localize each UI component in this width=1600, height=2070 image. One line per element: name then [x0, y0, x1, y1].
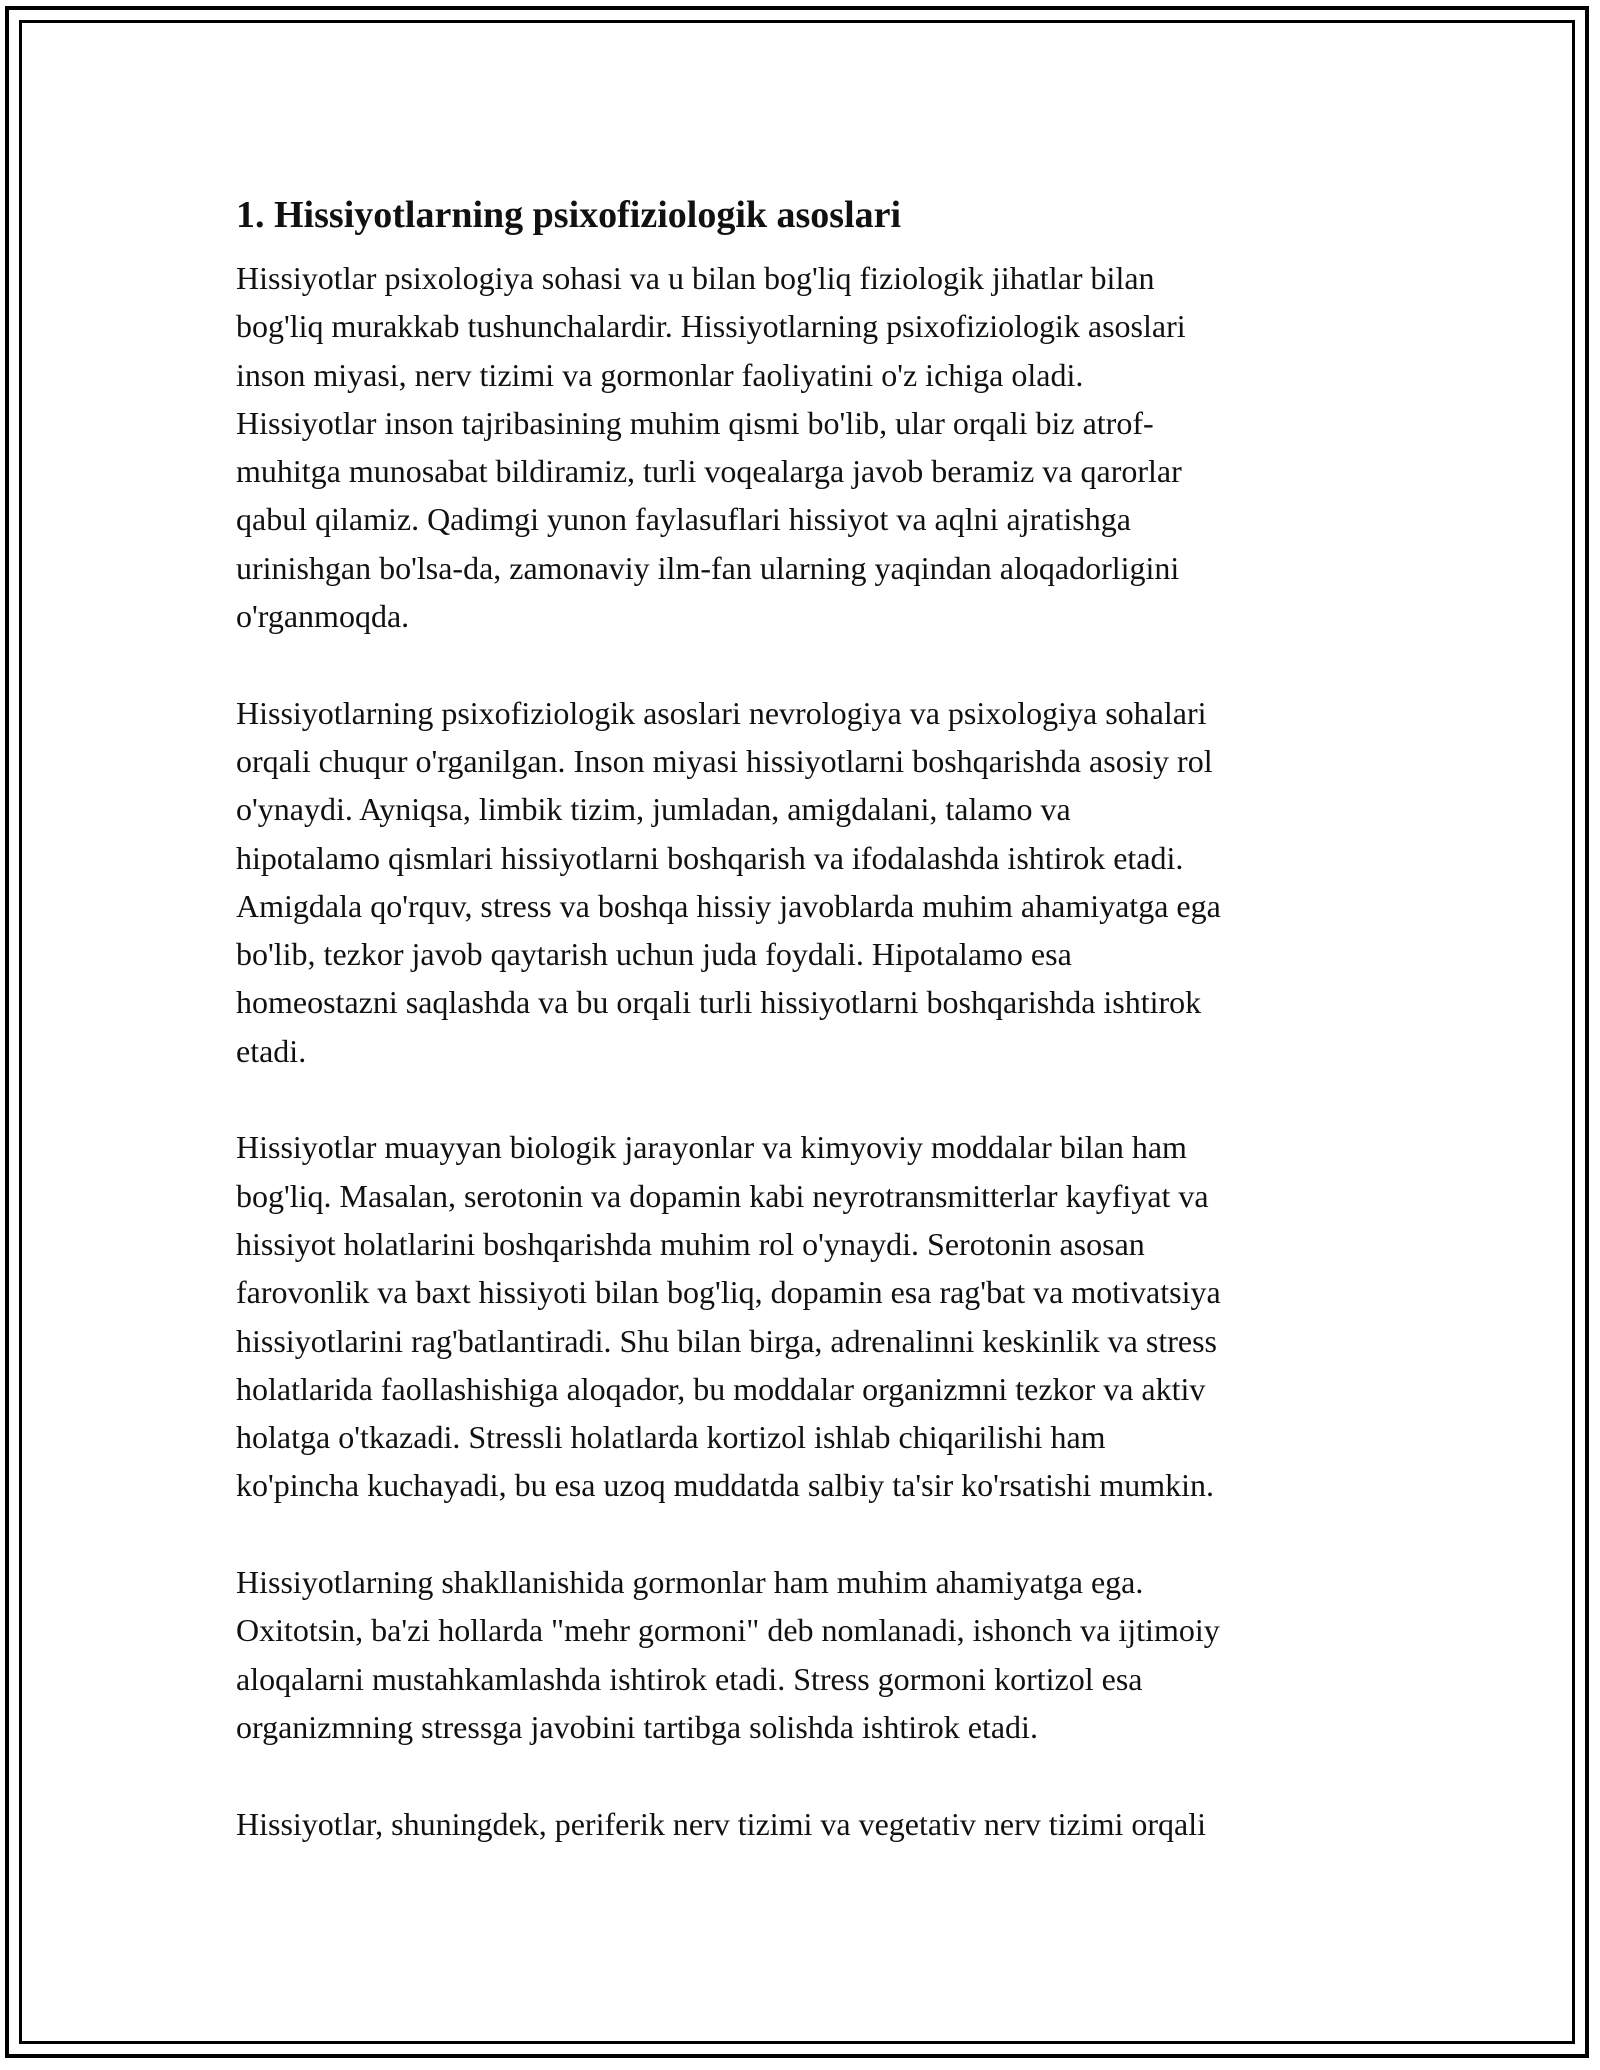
text-line: Amigdala qo'rquv, stress va boshqa hissiy javoblarda muhim ahamiyatga ega: [236, 887, 1221, 924]
text-line: Hissiyotlarning psixofiziologik asoslari nevrologiya va psixologiya sohalari: [236, 694, 1207, 731]
text-line: etadi.: [236, 1032, 307, 1069]
text-line: holatlarida faollashishiga aloqador, bu moddalar organizmni tezkor va aktiv: [236, 1370, 1206, 1407]
text-line: bog'liq murakkab tushunchalardir. Hissiyotlarning psixofiziologik asoslari: [236, 308, 1186, 345]
text-line: urinishgan bo'lsa-da, zamonaviy ilm-fan ularning yaqindan aloqadorligini: [236, 549, 1180, 586]
text-line: qabul qilamiz. Qadimgi yunon faylasuflari hissiyot va aqlni ajratishga: [236, 501, 1131, 538]
text-line: Hissiyotlar, shuningdek, periferik nerv tizimi va vegetativ nerv tizimi orqali: [236, 1805, 1207, 1842]
paragraph-5: [236, 1800, 1396, 1848]
text-line: homeostazni saqlashda va bu orqali turli hissiyotlarni boshqarishda ishtirok: [236, 984, 1202, 1021]
text-line: aloqalarni mustahkamlashda ishtirok etadi. Stress gormoni kortizol esa: [236, 1660, 1143, 1697]
document-body: [236, 188, 1396, 1896]
text-line: Hissiyotlarning shakllanishida gormonlar ham muhim ahamiyatga ega.: [236, 1564, 1144, 1601]
text-line: Hissiyotlar inson tajribasining muhim qismi bo'lib, ular orqali biz atrof-: [236, 404, 1154, 441]
paragraph-1: [236, 254, 1396, 640]
text-line: hipotalamo qismlari hissiyotlarni boshqarish va ifodalashda ishtirok etadi.: [236, 839, 1184, 876]
text-line: hissiyot holatlarini boshqarishda muhim rol o'ynaydi. Serotonin asosan: [236, 1225, 1145, 1262]
text-line: Hissiyotlar psixologiya sohasi va u bilan bog'liq fiziologik jihatlar bilan: [236, 260, 1155, 296]
text-line: o'ynaydi. Ayniqsa, limbik tizim, jumladan, amigdalani, talamo va: [236, 791, 1071, 828]
text-line: bo'lib, tezkor javob qaytarish uchun juda foydali. Hipotalamo esa: [236, 936, 1072, 973]
text-line: holatga o'tkazadi. Stressli holatlarda kortizol ishlab chiqarilishi ham: [236, 1419, 1106, 1456]
text-line: Hissiyotlar muayyan biologik jarayonlar va kimyoviy moddalar bilan ham: [236, 1129, 1187, 1166]
text-line: inson miyasi, nerv tizimi va gormonlar faoliyatini o'z ichiga oladi.: [236, 356, 1084, 393]
text-line: hissiyotlarini rag'batlantiradi. Shu bilan birga, adrenalinni keskinlik va stress: [236, 1322, 1217, 1359]
text-line: o'rganmoqda.: [236, 598, 410, 635]
paragraph-4: [236, 1558, 1396, 1751]
paragraph-3: [236, 1123, 1396, 1509]
text-line: organizmning stressga javobini tartibga solishda ishtirok etadi.: [236, 1708, 1038, 1745]
text-line: orqali chuqur o'rganilgan. Inson miyasi hissiyotlarni boshqarishda asosiy rol: [236, 742, 1213, 779]
text-line: Oxitotsin, ba'zi hollarda "mehr gormoni" deb nomlanadi, ishonch va ijtimoiy: [236, 1612, 1220, 1649]
text-line: farovonlik va baxt hissiyoti bilan bog'liq, dopamin esa rag'bat va motivatsiya: [236, 1274, 1221, 1311]
text-line: ko'pincha kuchayadi, bu esa uzoq muddatda salbiy ta'sir ko'rsatishi mumkin.: [236, 1467, 1214, 1504]
text-line: muhitga munosabat bildiramiz, turli voqealarga javob beramiz va qarorlar: [236, 453, 1182, 490]
paragraph-2: [236, 689, 1396, 1075]
section-heading: 1. Hissiyotlarning psixofiziologik asoslari: [236, 194, 902, 236]
text-line: bog'liq. Masalan, serotonin va dopamin kabi neyrotransmitterlar kayfiyat va: [236, 1177, 1209, 1214]
